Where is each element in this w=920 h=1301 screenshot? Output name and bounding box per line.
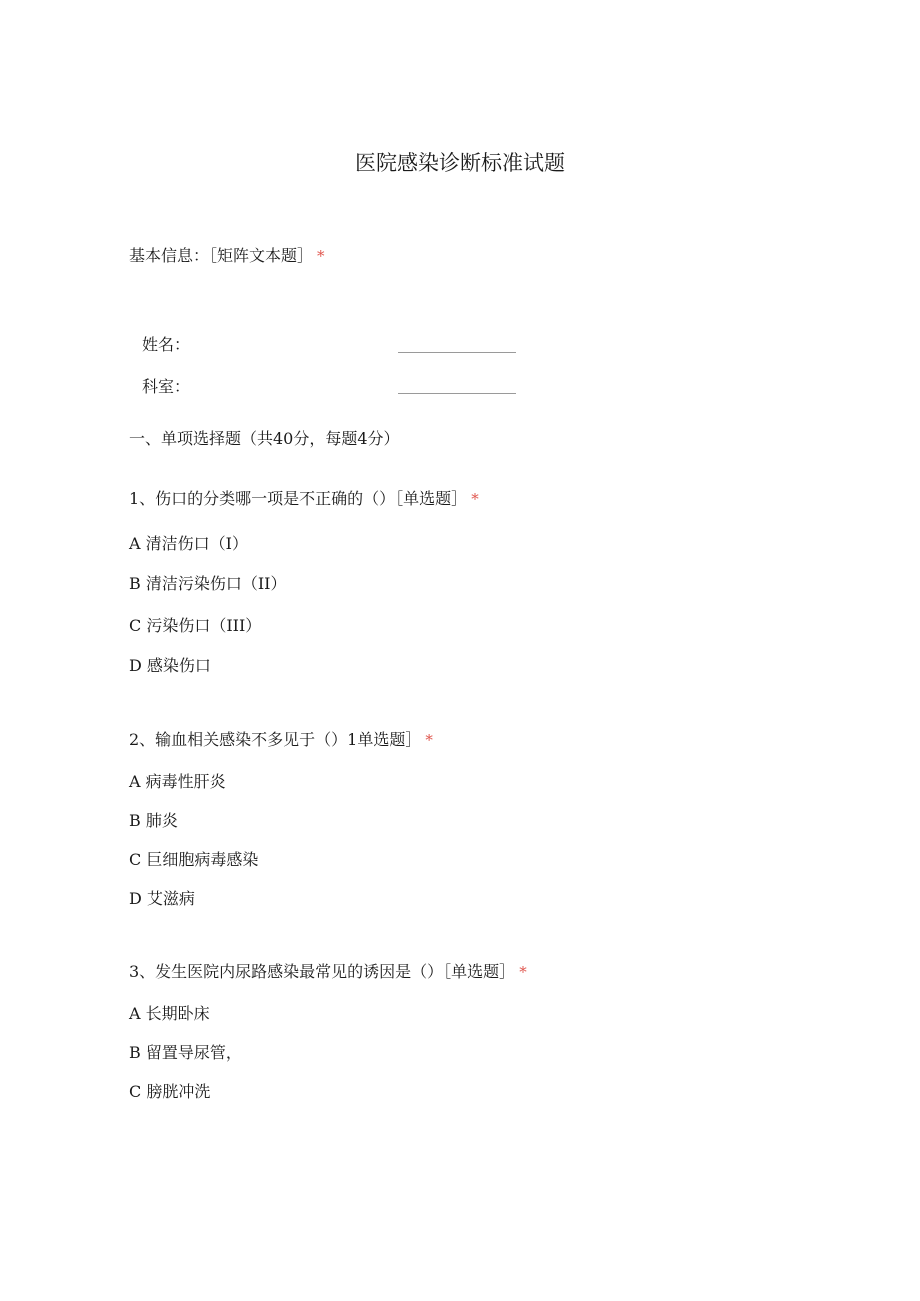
basic-info-label: 基本信息：［矩阵文本题］ (129, 246, 314, 265)
question-2-text: 2、输血相关感染不多见于（）1单选题］ (129, 730, 422, 749)
question-3-option-c[interactable]: C 膀胱冲洗 (129, 1082, 211, 1101)
required-marker: * (519, 963, 527, 981)
required-marker: * (425, 731, 433, 749)
question-2-option-d[interactable]: D 艾滋病 (129, 889, 195, 908)
required-marker: * (471, 490, 479, 508)
question-1-text: 1、伤口的分类哪一项是不正确的（）［单选题］ (129, 489, 468, 508)
question-2-option-c[interactable]: C 巨细胞病毒感染 (129, 850, 259, 869)
question-1 (129, 491, 479, 507)
question-1-option-a[interactable]: A 清洁伤口（I） (129, 534, 248, 553)
question-1-option-b[interactable]: B 清洁污染伤口（II） (129, 574, 287, 593)
question-3-option-b[interactable]: B 留置导尿管， (129, 1043, 242, 1062)
name-field-label: 姓名： (142, 335, 191, 354)
department-input-line[interactable] (398, 393, 516, 394)
question-2 (129, 732, 433, 748)
question-3 (129, 964, 527, 980)
question-1-option-d[interactable]: D 感染伤口 (129, 656, 211, 675)
name-input-line[interactable] (398, 352, 516, 353)
question-3-option-a[interactable]: A 长期卧床 (129, 1004, 210, 1023)
required-marker: * (317, 247, 325, 265)
question-2-option-a[interactable]: A 病毒性肝炎 (129, 772, 226, 791)
question-2-option-b[interactable]: B 肺炎 (129, 811, 178, 830)
question-1-option-c[interactable]: C 污染伤口（III） (129, 616, 262, 635)
department-field-label: 科室： (142, 377, 191, 396)
document-title: 医院感染诊断标准试题 (355, 151, 565, 175)
basic-info-heading (129, 248, 325, 264)
section-heading: 一、单项选择题（共40分，每题4分） (129, 429, 400, 448)
question-3-text: 3、发生医院内尿路感染最常见的诱因是（）［单选题］ (129, 962, 516, 981)
